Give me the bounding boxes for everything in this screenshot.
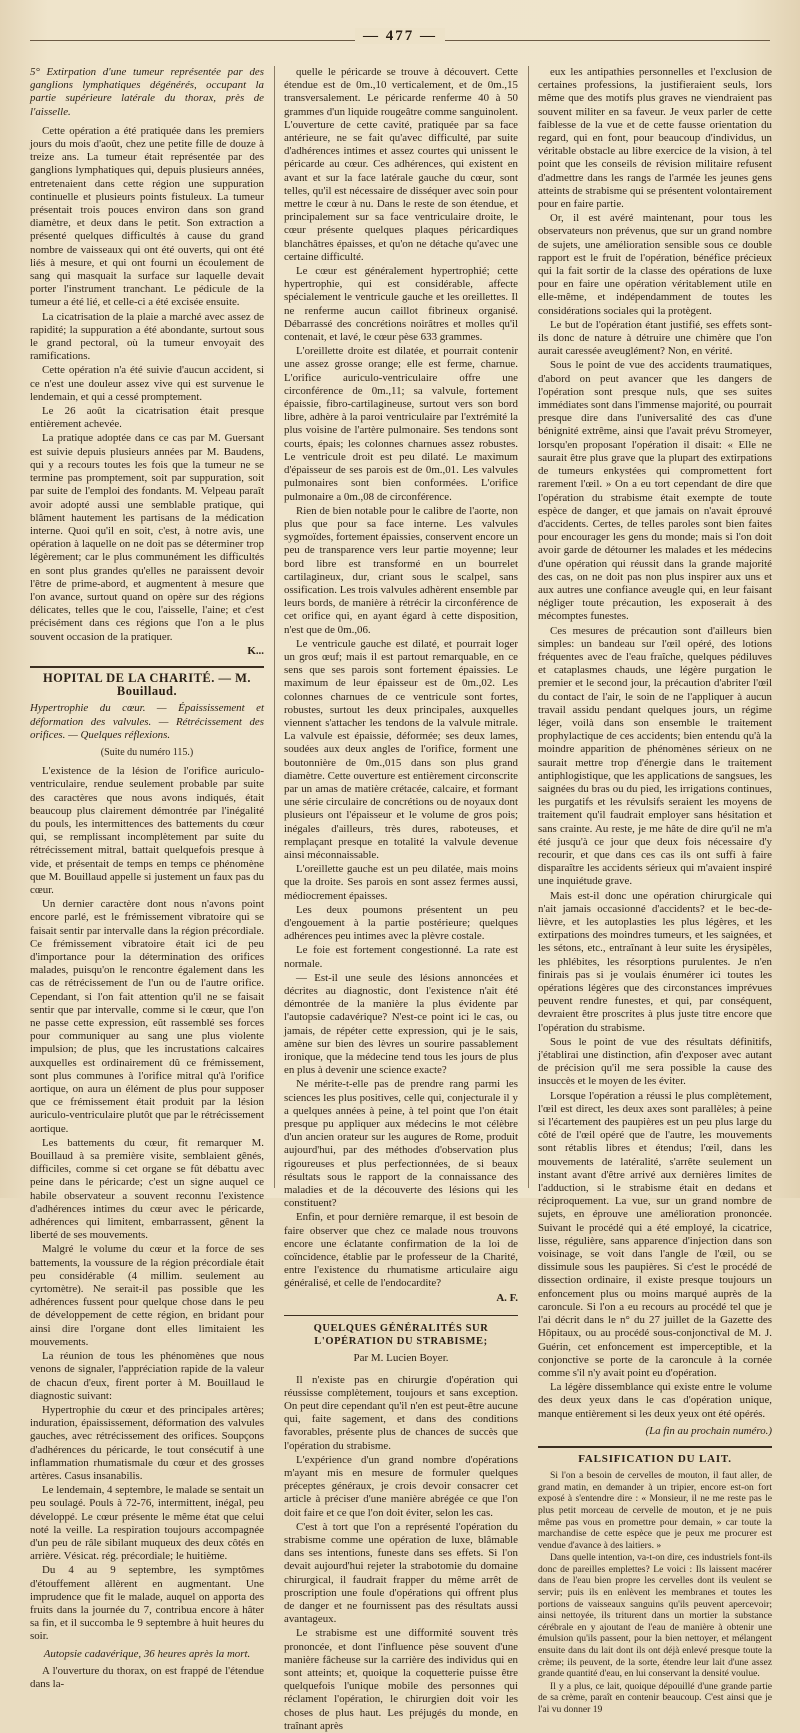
paragraph: — Est-il une seule des lésions annoncées et décrites au diagnostic, dont l'existence n'ait été démontrée de la manière la plus évidente par l'autopsie cadavérique? N'est-ce point ici le cas, ou jamais, de répéter cette expression, qui je le sais, amène sur bien des lèvres un sourire passablement ironique, que la médecine tend tous les jours de plus en plus à devenir une science exacte? (284, 971, 518, 1077)
columns (30, 66, 772, 1732)
paragraph: Les deux poumons présentent un peu d'engouement à la partie postérieure; quelques adhérences peu intimes avec la plèvre costale. (284, 903, 518, 943)
paragraph: Enfin, et pour dernière remarque, il est besoin de faire observer que chez ce malade nous trouvons encore une éclatante confirmation de la loi de coïncidence, établie par le professeur de la Charité, entre l'existence du rhumatisme articulaire aigu généralisé, et celle de l'endocardite? (284, 1211, 518, 1290)
page-number-text: — 477 — (355, 28, 445, 44)
paragraph: Hypertrophie du cœur et des principales artères; induration, épaississement, déformation des valvules gauches, avec rétrécissement des orifices. Soupçons d'adhérences du péricarde, le tout consécutif à une inflammation rhumatismale du cœur et des grosses artères. Casus insanabilis. (30, 1403, 264, 1482)
paragraph: L'existence de la lésion de l'orifice auriculo-ventriculaire, rendue seulement probable par suite des caractères que nous avons indiqués, était beaucoup plus clairement démontrée par l'inégalité du pouls, les intermittences des battements du cœur qui, se remplissant incomplètement par suite du rétrécissement mitral, battait quelquefois presque à vide, et présentait de temps en temps ce phénomène que M. Bouillaud appelle si justement un faux pas du cœur. (30, 765, 264, 896)
paragraph: Cette opération a été pratiquée dans les premiers jours du mois d'août, chez une petite fille de douze à treize ans. La tumeur était représentée par des ganglions lymphatiques qui, depuis plusieurs années, entretenaient dans cette région une suppuration continuelle et plusieurs points fistuleux. La tumeur présentait trois pouces environ dans son grand diamètre, et deux dans le petit. Son extraction a présenté quelques difficultés à cause du grand nombre de vaisseaux qui ont été ouverts, qui ont été liés à mesure, et qui ont fourni un écoulement de sang qui masquait la surface sur laquelle devait porter l'instrument tranchant. Le pédicule de la tumeur a été lié, et celle-ci a été excisée ensuite. (30, 124, 264, 309)
paragraph: Malgré le volume du cœur et la force de ses battements, la voussure de la région précordiale était peu considérable (4 millim. seulement au cyrtomètre). Ne serait-il pas possible que les adhérences fussent pour quelque chose dans le peu de développement de cette région, en bridant pour ainsi dire l'organe dont elles limitaient les mouvements. (30, 1243, 264, 1348)
paragraph: Le strabisme est une difformité souvent très prononcée, et dont l'influence pèse souvent d'une manière fâcheuse sur la carrière des individus qui en sont atteints; et, quoique la coquetterie puisse être quelquefois l'unique mobile des personnes qui réclament l'opération, le chirurgien doit voir les choses de plus haut. Les préjugés du monde, en traînant après (284, 1627, 518, 1732)
paragraph: Or, il est avéré maintenant, pour tous les observateurs non prévenus, que sur un grand nombre de sujets, une amélioration sensible sous ce double rapport est le fruit de l'opération, bénéfice précieux qui la fait sortir de la classe des opérations de luxe pour en faire une opération véritablement utile en elle-même, et indépendamment de toutes les considérations sociales qui la protègent. (538, 212, 772, 317)
article-author: Par M. Lucien Boyer. (353, 1352, 449, 1365)
paragraph: L'oreillette gauche est un peu dilatée, mais moins que la droite. Ses parois en sont assez fermes aussi, médiocrement épaisses. (284, 863, 518, 902)
paragraph: Un dernier caractère dont nous n'avons point encore parlé, est le frémissement vibratoire qui se faisait sentir par intervalle dans la région précordiale. Ce frémissement vibratoire était ici de peu d'importance pour la détermination des orifices malades, puisqu'on le rencontre également dans les cas de rétrécissement de l'un ou de l'autre orifice. Cependant, si l'on fait attention qu'il ne se faisait sentir que par intervalle, comme si le cœur, que l'on ne passe cette expression, eût rassemblé ses forces pour communiquer au sang une plus violente impulsion; de plus, que les incrustations calcaires auxquelles est ordinairement dû ce frémissement, sont plus communes à l'orifice mitral qu'à l'orifice aortique, on aura un élément de plus pour supposer que ce frémissement était produit par la lésion auriculo-ventriculaire plutôt que par le rétrécissement aortique. (30, 898, 264, 1135)
column-1 (30, 66, 264, 1690)
column-2 (274, 66, 518, 1732)
paragraph: A l'ouverture du thorax, on est frappé de l'étendue dans la- (30, 1664, 264, 1690)
paragraph: La légère dissemblance qui existe entre le volume des deux yeux dans le cas d'opération unique, manque entièrement si les deux yeux ont été opérés. (538, 1381, 772, 1420)
paragraph: quelle le péricarde se trouve à découvert. Cette étendue est de 0m.,10 verticalement, et de 0m.,15 transversalement. Le péricarde renferme 40 à 50 grammes d'un liquide rougeâtre comme sanguinolent. L'ouverture de cette cavité, pratiquée par sa face antérieure, ne se fait qu'avec difficulté, par suite d'adhérences intimes et assez courtes qui unissent le péricarde au cœur. Ces adhérences, qui existent en avant et sur la face latérale gauche du cœur, sont telles, qu'il est nécessaire de disséquer avec soin pour mettre le cœur à nu. Dans le reste de son étendue, et principalement sur sa face ventriculaire droite, le cœur présente quelques plaques péricardiques blanchâtres épaisses, et qu'on ne détache qu'avec une certaine difficulté. (284, 66, 518, 263)
continuation-note: (La fin au prochain numéro.) (645, 1424, 772, 1437)
paragraph: Sous le point de vue des résultats définitifs, j'établirai une distinction, afin d'exposer avec autant de précision qu'il me sera possible la cause des insuccès et le moyen de les éviter. (538, 1035, 772, 1088)
section-subtitle: Hypertrophie du cœur. — Épaississement et déformation des valvules. — Rétrécissement des orifices. — Quelques réflexions. (30, 702, 264, 741)
paragraph: Si l'on a besoin de cervelles de mouton, il faut aller, de grand matin, en demander à un tripier, encore est-on fort exposé à s'entendre dire : « Monsieur, il ne me reste pas le plus petit morceau de cervelle de mouton, et je ne puis même pas vous en promettre pour demain, » car toute la marchandise de cette espèce que je peux me procurer est vendue d'avance à des laitiers. » (538, 1470, 772, 1551)
paragraph: Il y a plus, ce lait, quoique dépouillé d'une grande partie de sa crème, paraît en contenir beaucoup. C'est ainsi que je l'ai vu donner 19 (538, 1680, 772, 1715)
signature: A. F. (496, 1291, 518, 1304)
paragraph: Le but de l'opération étant justifié, ses effets sont-ils donc de nature à détruire une chimère que l'on aurait caressée aveuglément? Non, en vérité. (538, 318, 772, 358)
paragraph: Il n'existe pas en chirurgie d'opération qui réussisse complètement, toujours et sans exception. On peut dire cependant qu'il n'en est peut-être aucune qui, faite sagement, et dans des conditions favorables, présente plus de chances de succès que l'opération du strabisme. (284, 1373, 518, 1452)
paragraph: Ne mérite-t-elle pas de prendre rang parmi les sciences les plus positives, celle qui, conjecturale il y a quelques années à peine, à tel point que l'on était presque pu appliquer aux médecins le mot célèbre d'un ancien orateur sur les augures de Rome, produit aujourd'hui, par des méthodes d'observation plus rigoureuses et plus perfectionnées, de si beaux résultats sous le rapport de la connaissance des maladies et de la découverte des lésions qui les constituent? (284, 1078, 518, 1210)
paragraph: Le foie est fortement congestionné. La rate est normale. (284, 944, 518, 970)
paragraph: Du 4 au 9 septembre, les symptômes d'étouffement allèrent en augmentant. Une imprudence que fit le malade, auquel on apporta des fruits dans la journée du 7, contribua encore à hâter sa fin, et il succomba le 9 septembre à huit heures du soir. (30, 1564, 264, 1643)
paragraph: Ces mesures de précaution sont d'ailleurs bien simples: un bandeau sur l'œil opéré, des lotions fréquentes avec de l'eau fraîche, quelques pédiluves et cataplasmes chauds, une légère purgation le premier et le second jour, la précaution d'abriter l'œil du contact de l'air, le soin de ne l'appliquer à aucun travail assidu pendant quelques jours, un régime léger, voilà dans son ensemble le traitement prophylactique de ces accidents; bien entendu qu'à la moindre apparition de phénomènes sérieux on ne saurait mettre trop d'énergie dans le traitement antiphlogistique, que les applications de sangsues, les saignées du bras ou du pied, les irrigations continues, les purgatifs et les révulsifs seraient les moyens de traitement qu'il faudrait employer sans hésitation et sans crainte. Au reste, je me hâte de dire qu'il ne m'a été jusqu'à ce jour que deux fois nécessaire d'y recourir, et que dans ces cas ils ont suffi à faire disparaître les accidents sérieux qui m'avaient inspiré une inquiétude grave. (538, 624, 772, 888)
page-number (0, 28, 800, 45)
paragraph: La réunion de tous les phénomènes que nous venons de signaler, l'appréciation rapide de la valeur de chacun d'eux, firent porter à M. Bouillaud le diagnostic suivant: (30, 1350, 264, 1402)
paragraph: La pratique adoptée dans ce cas par M. Guersant est suivie depuis plusieurs années par M. Baudens, qui y a recours toutes les fois que la tumeur ne se termine pas promptement, soit par suppuration, soit par suite de l'emploi des fondants. M. Velpeau paraît avoir adopté aussi une semblable pratique, qui blâment hautement les partisans de la médication interne. Quoi qu'il en soit, c'est, à notre avis, une opération à laquelle on ne doit pas se déterminer trop légèrement; car le plus communément les difficultés en sont plus grandes qu'elles ne paraissent devoir l'être de prime-abord, et augmentent à mesure que l'on avance, surtout quand on opère sur des régions délicates, telles que le cou, l'aisselle, l'aine; et c'est précisément dans ces régions que l'on a le plus souvent occasion de la pratiquer. (30, 432, 264, 643)
paragraph: Dans quelle intention, va-t-on dire, ces industriels font-ils donc de pareilles emplettes? Le voici : Ils laissent macérer dans de l'eau bien propre les cervelles dont ils veulent se servir; puis ils en enlèvent les membranes et toutes les portions de vaisseaux sanguins qu'ils peuvent apercevoir; ainsi nettoyée, ils triturent dans un mortier la substance cérébrale en y ajoutant de l'eau de manière à obtenir une émulsion qu'ils passent, pour la bien nettoyer, et mélangent ensuite dans du lait dont ils ont déjà enlevé presque toute la crème; ils peuvent, de la sorte, étendre leur lait d'une assez grande quantité d'eau, en lui conservant la densité voulue. (538, 1552, 772, 1680)
paragraph: L'oreillette droite est dilatée, et pourrait contenir une assez grosse orange; elle est ferme, charnue. L'orifice auriculo-ventriculaire offre une circonférence de 0m.,11; sa valvule, fortement épaissie, fibro-cartilagineuse, surtout vers son bord libre, adhère à la paroi ventriculaire par l'extrémité la plus voisine de l'artère pulmonaire. Ses tendons sont courts, épais; les colonnes charnues assez robustes. Le ventricule droit est peu dilaté. Le maximum d'épaisseur de ses parois est de 0m.,01. Les valvules pulmonaires sont bien conformées. L'orifice pulmonaire a 0m.,08 de circonférence. (284, 345, 518, 503)
paragraph: Le cœur est généralement hypertrophié; cette hypertrophie, qui est considérable, affecte spécialement le ventricule gauche et les oreillettes. Il ne renferme aucun caillot fibrineux organisé. Débarrassé des concrétions noirâtres et molles qu'il contenait, et lavé, le cœur pèse 633 grammes. (284, 265, 518, 344)
intro-item: 5° Extirpation d'une tumeur représentée par des ganglions lymphatiques dégénérés, occupant la partie supérieure latérale du thorax, près de l'aisselle. (30, 66, 264, 118)
column-3 (528, 66, 772, 1715)
falsification-title: FALSIFICATION DU LAIT. (538, 1446, 772, 1466)
paragraph: Sous le point de vue des accidents traumatiques, d'abord on peut avancer que les dangers de l'opération sont presque nuls, que ses suites immédiates sont dans l'immense majorité, ou pourrait presque dire dans l'universalité des cas d'une bénignité extrême, ainsi que l'avait prévu Stromeyer, lorsqu'en proposant l'opération il disait: « Elle ne saurait être plus grave que la plupart des extirpations de tumeurs enkystées qui compromettent fort rarement l'œil. » On a eu tort cependant de dire que l'opération du strabisme était exempte de toute espèce de danger, et que jamais on n'avait éprouvé d'accidents. Certes, de telles paroles sont bien faites pour encourager les gens du monde; mais si l'on doit avoir garde de détourner les malades et les médecins d'une opération qui réussit dans la grande majorité des cas, on ne doit pas non plus inspirer aux uns et aux autres une confiance aveugle qui, en leur faisant négliger toute précaution, les exposerait à des mécomptes funestes. (538, 359, 772, 623)
paragraph: La cicatrisation de la plaie a marché avec assez de rapidité; la suppuration a été abondante, surtout sous le grand pectoral, où la tumeur envoyait des ramifications. (30, 310, 264, 363)
section-title: HOPITAL DE LA CHARITÉ. — M. Bouillaud. (30, 666, 264, 698)
paragraph: C'est à tort que l'on a représenté l'opération du strabisme comme une opération de luxe, blâmable dans ses intentions, funeste dans ses effets. Si l'on devait aujourd'hui rejeter la strabotomie du domaine chirurgical, il faudrait frapper du même arrêt de proscription une foule d'opérations qui offrent plus de danger et ne fournissent pas des résultats aussi avantageux. (284, 1520, 518, 1626)
article-title: QUELQUES GÉNÉRALITÉS SUR L'OPÉRATION DU STRABISME; (284, 1315, 518, 1348)
paragraph: Rien de bien notable pour le calibre de l'aorte, non plus que pour sa face interne. Les valvules sygmoïdes, fortement épaissies, conservent encore un peu de transparence vers leur partie moyenne; leur bord libre est transformé en un bourrelet cartilagineux, dur, criant sous le scalpel, sans ossification. Les trois valvules adhèrent ensemble par leurs bords, de manière à rétrécir la circonférence de cet orifice qui, en ayant égard à cette disposition, n'est que de 0m.,06. (284, 504, 518, 636)
paragraph: eux les antipathies personnelles et l'exclusion de certaines professions, la justifieraient seuls, lors même que des motifs plus graves ne viendraient pas souvent militer en sa faveur. Je veux parler de cette faiblesse de la vue et de cette fausse orientation du regard, qui en font, pour beaucoup d'individus, un véritable obstacle au libre exercice de la vision, à tel point que les conseils de révision militaire refusent d'admettre dans les rangs de l'armée les jeunes gens atteints de strabisme qui se présentent volontairement pour en faire partie. (538, 66, 772, 211)
signature: K... (247, 644, 264, 657)
paragraph: Lorsque l'opération a réussi le plus complètement, l'œil est direct, les deux axes sont parallèles; à peine si l'écartement des paupières est un peu plus large du côté de l'œil opéré que de l'autre, les mouvements sont rétablis libres et étendus; l'œil, dans les mouvements de latéralité, s'arrête seulement un instant avant d'être arrivé aux dernières limites de l'adduction, si le strabisme était en dedans et réciproquement. La vue, sur un grand nombre de sujets, en éprouve une amélioration prononcée. Suivant le procédé qui a été employé, la cicatrice, lisse, régulière, sans apparence d'injection dans son voisinage, se voit dans l'angle de l'œil, ou se dissimule sous les paupières. Si c'est le procédé de dissection ordinaire, il existe presque toujours un enfoncement plus ou moins marqué auprès de la caroncule. Si l'on a eu recours au procédé tel que je l'ai décrit dans le n° du 27 juillet de la Gazette des Hôpitaux, ou au procédé sous-conjonctival de M. J. Guérin, cet enfoncement est imperceptible, et la conjonctive se porte de la caroncule à la cornée comme s'il n'y avait point eu d'opération. (538, 1089, 772, 1379)
autopsy-heading: Autopsie cadavérique, 36 heures après la mort. (43, 1647, 251, 1660)
paragraph: L'expérience d'un grand nombre d'opérations m'ayant mis en mesure de formuler quelques préceptes généraux, je crois devoir consacrer cet article à préciser d'une manière abrégée ce que l'on doit faire et ce que l'on doit éviter, selon les cas. (284, 1453, 518, 1519)
paragraph: Mais est-il donc une opération chirurgicale qui n'ait jamais occasionné d'accidents? et le bec-de-lièvre, et les autoplasties les plus légères, et les extirpations des moindres tumeurs, et les saignées, et les sétons, etc., entraînant à leur suite les érysipèles, les phlébites, les résorptions purulentes. Je n'en finirais pas si je voulais énumérer ici toutes les opérations légères que des circonstances imprévues peuvent rendre funestes, et qui, par conséquent, devraient être proscrites à plus juste titre encore que l'opération du strabisme. (538, 889, 772, 1034)
continued-note: (Suite du numéro 115.) (100, 746, 194, 758)
paragraph: Le 26 août la cicatrisation était presque entièrement achevée. (30, 405, 264, 431)
paragraph: Le ventricule gauche est dilaté, et pourrait loger un gros œuf; mais il est partout remarquable, en ce sens que ses parois sont fortement épaissies. Le maximum de leur épaisseur est de 0m.,02. Les colonnes charnues de ce ventricule sont fortes, robustes, surtout les deux principales, auxquelles viennent s'attacher les tendons de la valvule mitrale. La valvule est épaissie, déformée; ses deux lames, soudées aux deux angles de l'orifice, forment une boutonnière de 0m.,015 dans son plus grand diamètre. Cette ouverture est entièrement circonscrite par un amas de matière crétacée, calcaire, et formant une série circulaire de concrétions ou de noyaux dont plusieurs ont l'épaisseur et le volume de gros pois; inégales d'ailleurs, très dures, raboteuses, et remplaçant presque en totalité la valvule devenue ainsi méconnaissable. (284, 637, 518, 861)
paragraph: Les battements du cœur, fit remarquer M. Bouillaud à sa première visite, semblaient gênés, difficiles, comme si cet organe se fût débattu avec peine dans le péricarde; c'est un signe auquel ce habile observateur a souvent reconnu l'existence d'adhérences intimes du cœur avec le péricarde, adhérences qui limitent, embarrassent, gênent la liberté de ses mouvements. (30, 1136, 264, 1242)
paragraph: Le lendemain, 4 septembre, le malade se sentait un peu soulagé. Pouls à 72-76, intermittent, inégal, peu développé. Le cœur présente le même état que celui noté la veille. La respiration toujours accompagnée d'un peu de râle sibilant muqueux des deux côtés en arrière. Vésicat. rég. précordiale; le huitième. (30, 1484, 264, 1563)
paragraph: Cette opération n'a été suivie d'aucun accident, si ce n'est une douleur assez vive qui est survenue le lendemain, et qui a cessé promptement. (30, 364, 264, 403)
